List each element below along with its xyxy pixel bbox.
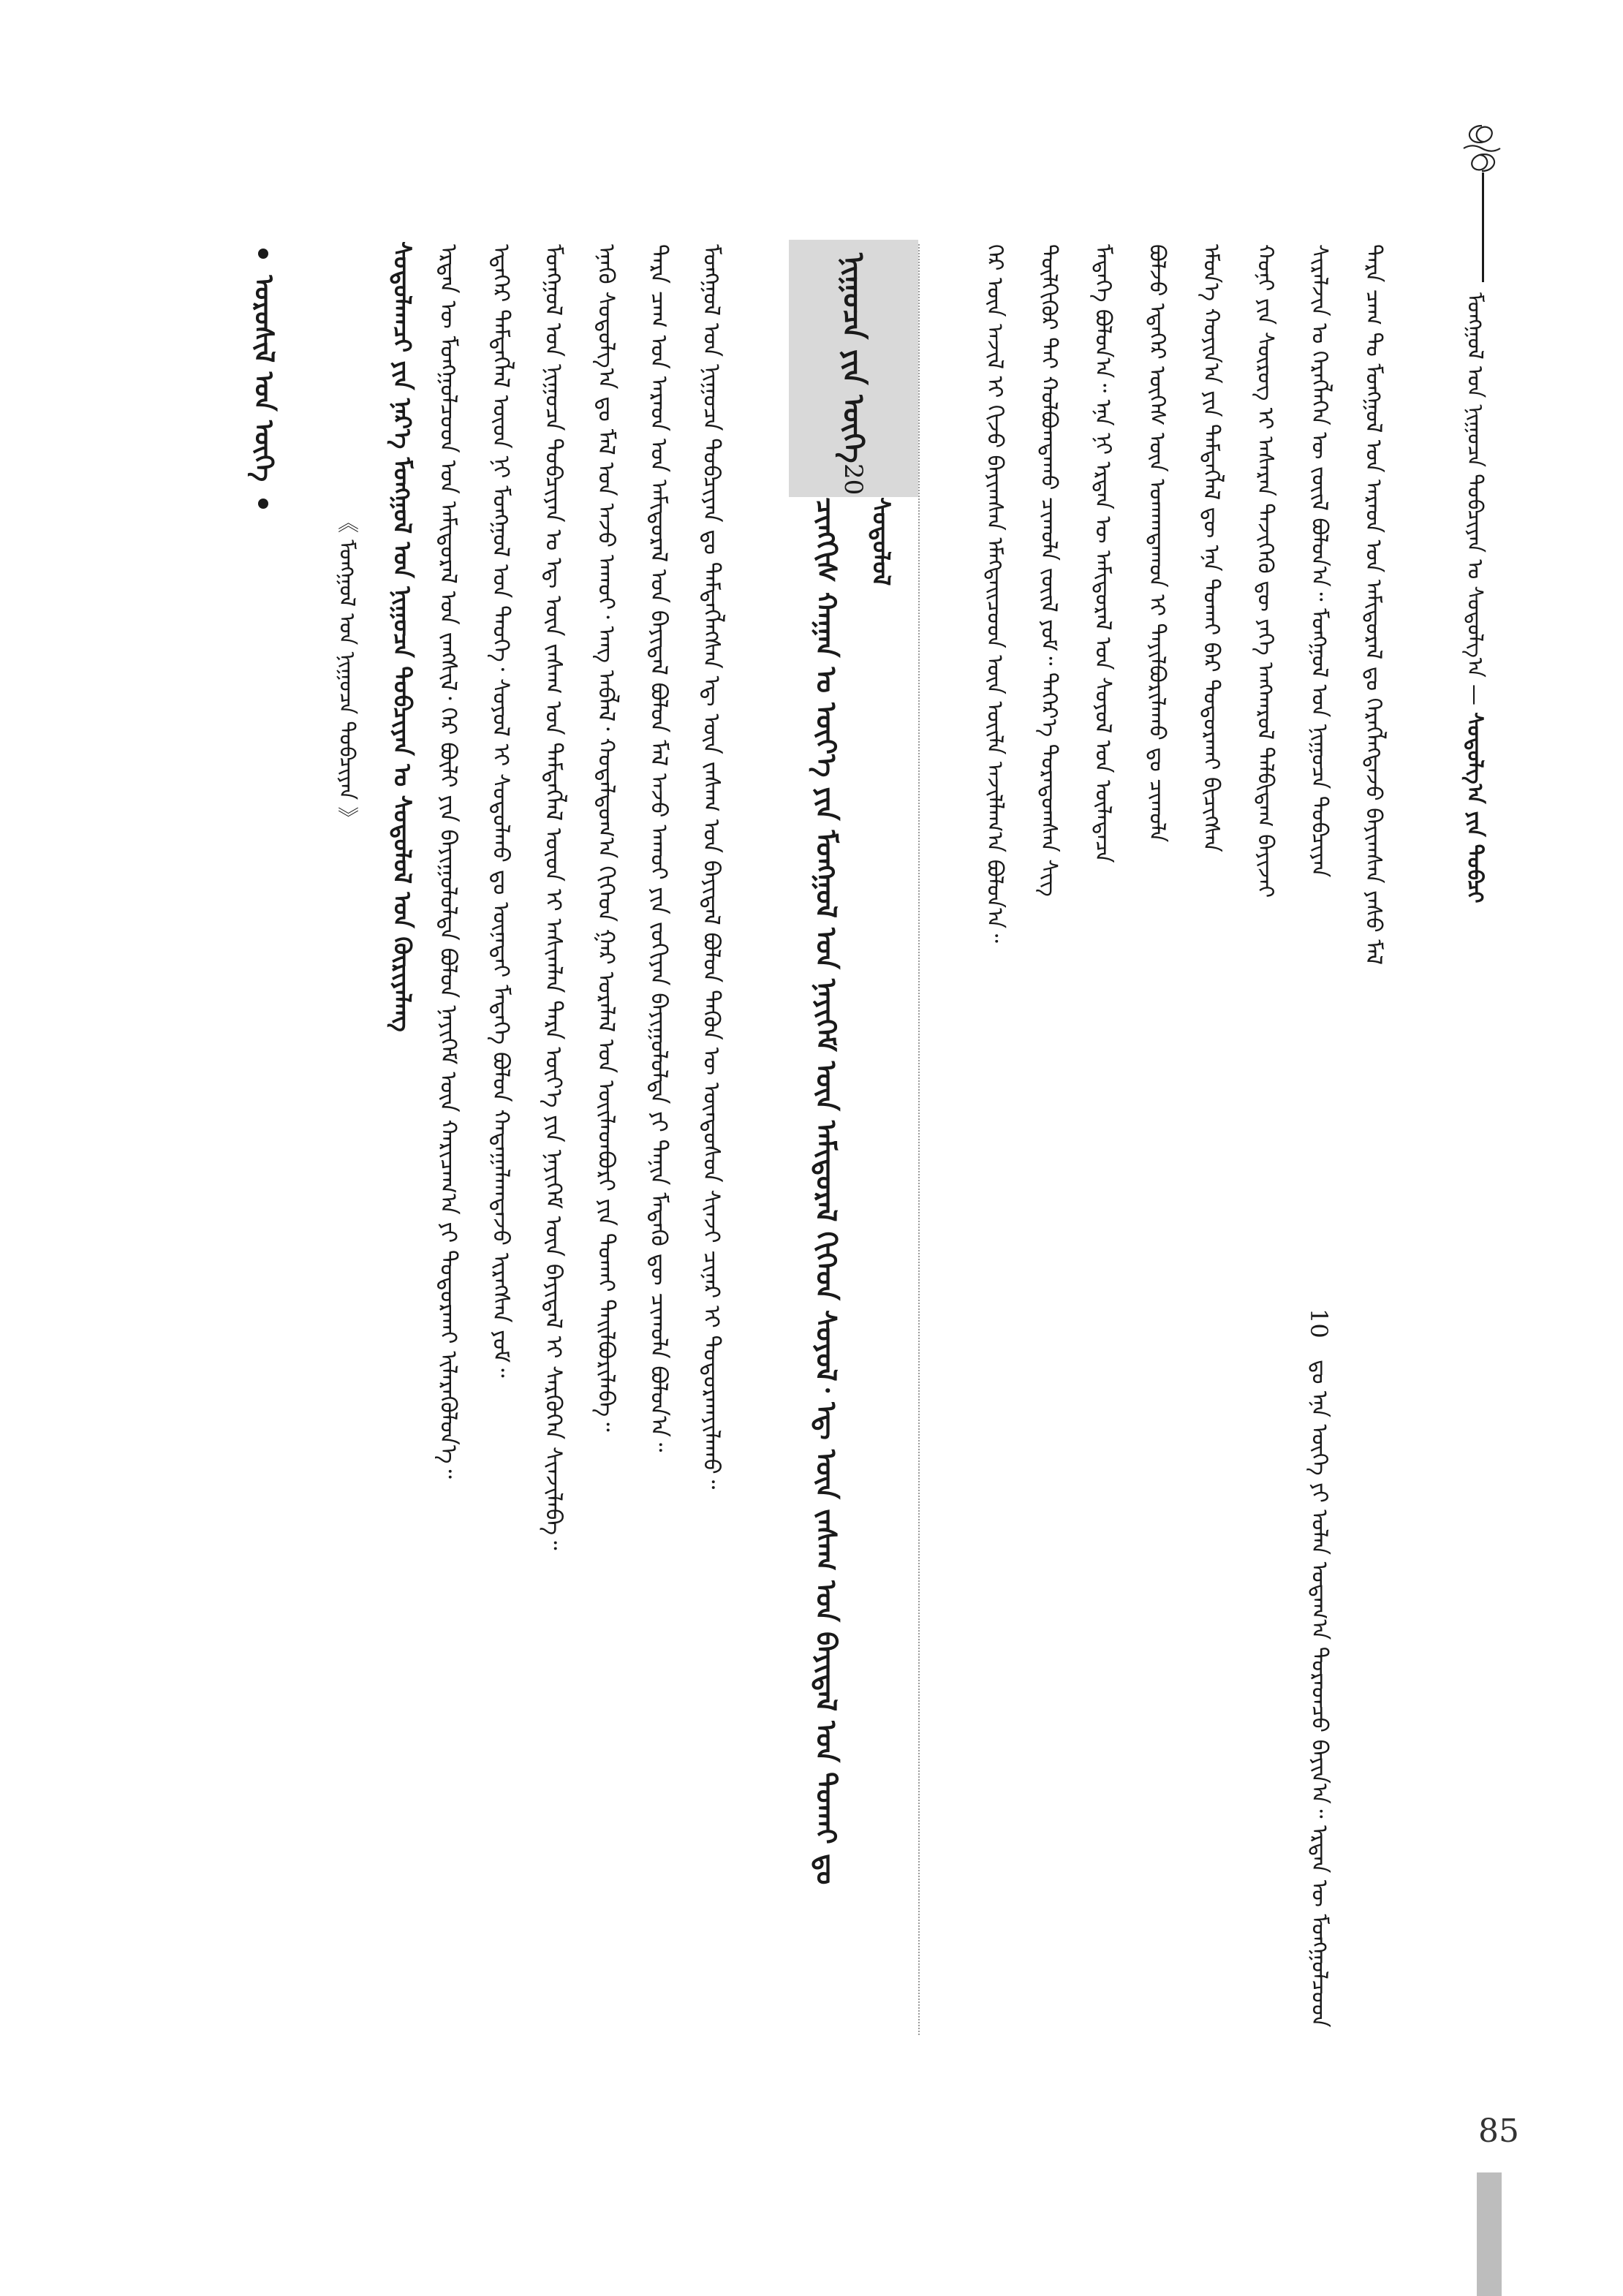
entry-number: 20	[839, 463, 868, 495]
running-head	[1455, 292, 1499, 1535]
entry-signature: ᠰᠣᠳᠤᠯᠠᠭᠴᠢ ᠶᠢᠨ ᠨᠡᠷ᠎ᠡ ᠮᠣᠩᠭᠣᠯ ᠤᠨ ᠨᠢᠭᠤᠴᠠ ᠲᠣᠪᠴᠢᠶᠠᠨ ᠤ ᠰᠣᠳᠤᠯᠤᠯ ᠤᠨ ᠬᠦᠷᠢᠶᠡᠯᠡᠩ	[388, 241, 417, 1032]
bullet-dot-icon	[258, 249, 268, 259]
footnote-number-text: 10	[1305, 1308, 1333, 1338]
footnote-line: ᠰᠢᠷᠠᠯᠵᠢᠨ ᠤ ᠬᠡᠷᠡᠭᠯᠡᠭᠡᠨ ᠦ ᠵᠦᠢᠯ ᠪᠣᠯᠤᠨ᠎ᠠ᠃ ᠮᠣᠩᠭᠣᠯ ᠤᠨ ᠨᠢᠭᠤᠴᠠ ᠲᠣᠪᠴᠢᠶᠠᠨ	[1306, 244, 1332, 878]
section-divider	[918, 244, 920, 2035]
entry-title: ᠴᠢᠩᠭᠢᠰ ᠬᠠᠭᠠᠨ ᠤ ᠦᠶ᠎ᠡ ᠶᠢᠨ ᠮᠣᠩᠭᠣᠯ ᠤᠨ ᠨᠡᠶᠢᠭᠡᠮ ᠦᠨ ᠠᠮᠢᠳᠤᠷᠠᠯ ᠬᠢᠭᠡᠳ ᠰᠣᠶᠤᠯ᠂ ᠡᠳ᠋ ᠦᠨ ᠵᠠᠰᠠᠭ ᠤᠨ ᠪᠠᠶᠢᠳᠠᠯ ᠤᠨ ᠲᠤᠬᠠᠢ ᠳᠤ	[810, 497, 842, 1885]
bullet-item-text: ᠣᠷᠤᠰᠢᠯ ᠤᠨ ᠦᠭᠡ	[249, 275, 279, 482]
footnote-line: ᠪᠣᠯᠵᠤ ᠡᠳᠡᠭᠡᠷ ᠦᠭᠡᠰ ᠦᠨ ᠤᠬᠠᠭᠳᠠᠬᠤᠨ ᠢ ᠲᠠᠶᠢᠯᠪᠤᠷᠢᠯᠠᠬᠤ ᠳᠤ ᠴᠢᠬᠤᠯᠠ	[1144, 244, 1170, 843]
entry-title-line-2: ᠰᠣᠳᠤᠯᠤᠯ	[867, 497, 896, 586]
entry-label	[822, 253, 888, 495]
page-number: 85	[1478, 2113, 1519, 2150]
body-paragraph: ᠡᠨᠡᠬᠦ ᠰᠣᠳᠤᠯᠭ᠎ᠠ ᠳᠤ ᠮᠠᠯ ᠤᠨ ᠠᠵᠤ ᠠᠬᠤᠢ᠂ ᠠᠩ ᠠᠪᠯᠠᠯ᠂ ᠬᠤᠳᠠᠯᠳᠤᠭ᠎ᠠ ᠬᠢᠭᠡᠳ ᠭᠠᠷ ᠤᠷᠠᠯᠠᠯ ᠤᠨ ᠦᠢᠯᠡᠳᠪᠦᠷᠢ ᠶᠢᠨ ᠲᠤᠬᠠᠢ ᠲᠠᠢᠯᠪᠤᠷᠢᠯᠠᠪᠠ᠃	[593, 244, 619, 1432]
header-rule	[1482, 173, 1484, 282]
body-paragraph: ᠲᠡᠷᠡ ᠴᠠᠭ ᠤᠨ ᠠᠷᠠᠳ ᠤᠨ ᠠᠮᠢᠳᠤᠷᠠᠯ ᠤᠨ ᠪᠠᠶᠢᠳᠠᠯ ᠪᠣᠯᠤᠨ ᠮᠠᠯ ᠠᠵᠤ ᠠᠬᠤᠢ ᠶᠢᠨ ᠵᠣᠬᠢᠶᠠᠨ ᠪᠠᠶᠢᠭᠤᠯᠤᠯᠲᠠ ᠶᠢ ᠲᠠᠨᠢᠨ ᠮᠡᠳᠡᠬᠦ ᠳᠦ ᠴᠢᠬᠤᠯᠠ ᠪᠣᠯᠤᠨ᠎ᠠ᠃	[646, 244, 672, 1452]
body-paragraph: ᠡᠷᠲᠡᠨ ᠦ ᠮᠣᠩᠭᠣᠯᠴᠤᠳ ᠤᠨ ᠠᠮᠢᠳᠤᠷᠠᠯ ᠤᠨ ᠵᠠᠩᠰᠢᠯ᠂ ᠭᠡᠷ ᠪᠦᠯᠢ ᠶᠢᠨ ᠪᠠᠶᠢᠭᠤᠯᠤᠯᠲᠠ ᠪᠣᠯᠤᠨ ᠨᠡᠶᠢᠭᠡᠮ ᠦᠨ ᠬᠠᠷᠢᠴᠠᠭ᠎ᠠ ᠶᠢ ᠲᠣᠳᠤᠷᠬᠠᠢ ᠢᠯᠡᠷᠡᠭᠦᠯᠦᠨ᠎ᠡ᠃	[435, 244, 461, 1479]
running-head-title: ᠮᠣᠩᠭᠣᠯ ᠤᠨ ᠨᠢᠭᠤᠴᠠ ᠲᠣᠪᠴᠢᠶᠠᠨ ᠤ ᠰᠣᠳᠤᠯᠭ᠎ᠠ	[1463, 292, 1488, 678]
running-head-separator: —	[1463, 684, 1488, 706]
entry-label-text: ᠨᠢᠭᠤᠴᠠ ᠶᠢᠨ ᠦᠭᠡ	[836, 253, 870, 463]
bullet-dot-icon	[258, 499, 268, 509]
footnote-line: ᠲᠦᠯᠬᠢᠭᠦᠷ ᠲᠠᠢ ᠬᠣᠯᠪᠣᠭᠳᠠᠬᠤ ᠴᠢᠬᠤᠯᠠ ᠵᠦᠢᠯ ᠶᠤᠮ᠃ ᠳᠡᠭᠡᠷ᠎ᠡ ᠳᠤᠷᠠᠳᠤᠭᠰᠠᠨ ᠰᠢᠭ	[1036, 244, 1062, 897]
citation: 《 ᠮᠣᠩᠭᠣᠯ ᠤᠨ ᠨᠢᠭᠤᠴᠠ ᠲᠣᠪᠴᠢᠶᠠᠨ 》	[335, 512, 360, 828]
body-paragraph: ᠮᠣᠩᠭᠣᠯ ᠤᠨ ᠨᠢᠭᠤᠴᠠ ᠲᠣᠪᠴᠢᠶᠠᠨ ᠤ ᠡᠳ᠋ ᠦᠨ ᠵᠠᠰᠠᠭ ᠤᠨ ᠲᠡᠮᠳᠡᠭᠯᠡᠯ ᠦᠳ ᠢ ᠠᠰᠢᠭᠯᠠᠨ ᠲᠡᠷᠡ ᠦᠶ᠎ᠡ ᠶᠢᠨ ᠨᠡᠶᠢᠭᠡᠮ ᠦᠨ ᠪᠠᠶᠢᠳᠠᠯ ᠢ ᠰᠡᠷᠭᠦᠭᠡᠨ ᠰᠢᠨᠵᠢᠯᠡᠪᠡ᠃	[540, 244, 567, 1550]
bullet-item	[241, 241, 285, 753]
footnote-line: ᠳᠤ ᠡᠨᠡ ᠦᠭᠡ ᠶᠢ ᠣᠯᠠᠨ ᠤᠳᠠᠭ᠎ᠠ ᠳᠤᠷᠠᠳᠴᠤ ᠪᠠᠶᠢᠨ᠎ᠠ᠃ ᠡᠷᠲᠡᠨ ᠦ ᠮᠣᠩᠭᠣᠯᠴᠤᠳ	[1306, 1360, 1332, 2028]
footnote-line: ᠬᠣᠨᠢ ᠶᠢᠨ ᠰᠦᠷᠦᠭ ᠢ ᠠᠰᠠᠷᠠᠨ ᠲᠡᠵᠢᠭᠡᠬᠦ ᠳᠦ ᠶᠡᠬᠡ ᠠᠩᠬᠠᠷᠤᠯ ᠲᠠᠯᠪᠢᠳᠠᠭ ᠪᠠᠶᠢᠵᠠᠢ	[1252, 244, 1278, 898]
footnote-line: ᠭᠡᠷ ᠦᠨ ᠠᠵᠢᠯ ᠢ ᠬᠢᠵᠦ ᠪᠠᠶᠢᠭᠰᠠᠨ ᠡᠮᠡᠭᠲᠡᠢᠴᠦᠳ ᠦᠨ ᠦᠢᠯᠡ ᠠᠵᠢᠯᠯᠠᠭ᠎ᠠ ᠪᠣᠯᠤᠨ᠎ᠠ᠃	[982, 244, 1007, 943]
header-ornament-icon	[1459, 123, 1505, 174]
footnote-line: ᠡᠮᠦᠨ᠎ᠡ ᠬᠣᠶᠢᠨ᠎ᠠ ᠶᠢᠨ ᠲᠡᠮᠳᠡᠭᠯᠡᠯ ᠳᠦ ᠡᠨᠡ ᠲᠤᠬᠠᠢ ᠪᠠᠷ ᠲᠣᠳᠤᠷᠬᠠᠢ ᠪᠢᠴᠢᠭᠰᠡᠨ	[1198, 244, 1224, 852]
footnote-number	[1301, 1308, 1339, 1352]
running-head-bold: ᠰᠣᠳᠤᠯᠭ᠎ᠠ ᠶᠢᠨ ᠲᠣᠪᠴᠢ	[1463, 712, 1488, 903]
footnote-line: ᠲᠡᠷᠡ ᠴᠠᠭ ᠲᠤ ᠮᠣᠩᠭᠣᠯ ᠤᠨ ᠠᠷᠠᠳ ᠤᠨ ᠠᠮᠢᠳᠤᠷᠠᠯ ᠳᠤ ᠬᠡᠷᠡᠭᠯᠡᠭᠳᠡᠵᠦ ᠪᠠᠶᠢᠭᠰᠠᠨ ᠶᠠᠰᠤ ᠮᠠᠯ	[1361, 244, 1386, 965]
footnote-line: ᠮᠡᠳᠡᠭᠡ ᠪᠣᠯᠤᠨ᠎ᠠ᠃ ᠡᠨᠡ ᠨᠢ ᠡᠷᠲᠡᠨ ᠦ ᠠᠮᠢᠳᠤᠷᠠᠯ ᠤᠨ ᠰᠣᠶᠤᠯ ᠤᠨ ᠦᠯᠡᠳᠡᠴᠡ	[1090, 244, 1116, 863]
body-paragraph: ᠡᠳᠡᠭᠡᠷ ᠲᠡᠮᠳᠡᠭᠯᠡᠯ ᠦᠳ ᠨᠢ ᠮᠣᠩᠭᠣᠯ ᠤᠨ ᠲᠡᠦᠬᠡ᠂ ᠰᠣᠶᠤᠯ ᠢ ᠰᠤᠳᠤᠯᠬᠤ ᠳᠤ ᠦᠨᠡᠲᠡᠢ ᠮᠡᠳᠡᠭᠡ ᠪᠣᠯᠤᠨ ᠬᠠᠳᠠᠭᠠᠯᠠᠭᠳᠠᠵᠤ ᠢᠷᠡᠭᠰᠡᠨ ᠶᠤᠮ᠃	[488, 244, 514, 1378]
body-paragraph: ᠮᠣᠩᠭᠣᠯ ᠤᠨ ᠨᠢᠭᠤᠴᠠ ᠲᠣᠪᠴᠢᠶᠠᠨ ᠳᠤ ᠲᠡᠮᠳᠡᠭᠯᠡᠭᠰᠡᠨ ᠡᠳ᠋ ᠦᠨ ᠵᠠᠰᠠᠭ ᠤᠨ ᠪᠠᠶᠢᠳᠠᠯ ᠪᠣᠯᠤᠨ ᠲᠡᠭᠦᠨ ᠦ ᠦᠨᠳᠦᠰᠦᠨ ᠰᠢᠨᠵᠢ ᠴᠢᠨᠠᠷ ᠢ ᠲᠣᠳᠤᠷᠬᠠᠶᠢᠯᠠᠬᠤ᠃	[698, 244, 725, 1490]
folio-bar	[1477, 2172, 1502, 2296]
